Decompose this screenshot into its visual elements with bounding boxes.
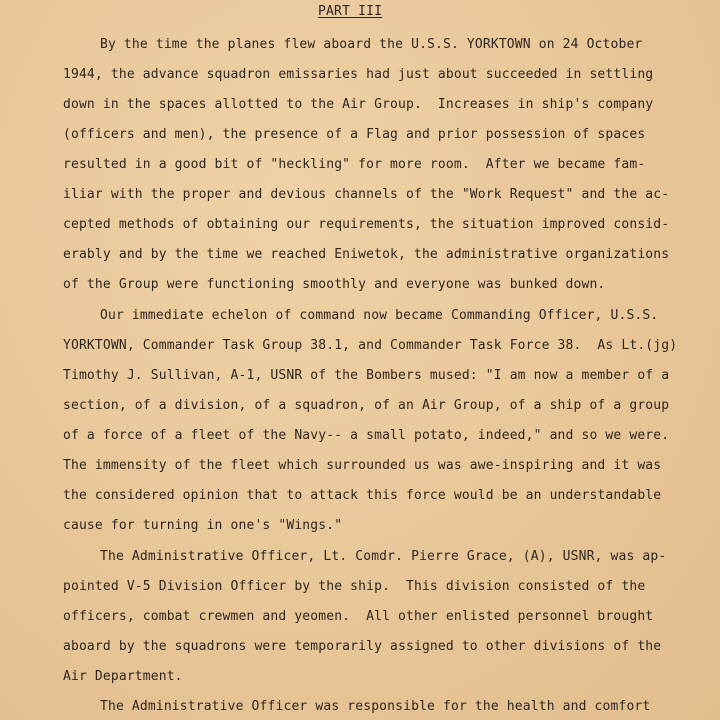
text-line: 1944, the advance squadron emissaries had just about succeeded in settling	[63, 67, 654, 82]
text-line: aboard by the squadrons were temporarily assigned to other divisions of the	[63, 639, 662, 654]
text-line: cause for turning in one's "Wings."	[63, 518, 343, 533]
text-line: the considered opinion that to attack this force would be an understandable	[63, 488, 662, 503]
text-line: (officers and men), the presence of a Flag and prior possession of spaces	[63, 127, 646, 142]
text-line: YORKTOWN, Commander Task Group 38.1, and Commander Task Force 38. As Lt.(jg)	[63, 338, 678, 353]
text-line: of the Group were functioning smoothly and everyone was bunked down.	[63, 277, 606, 292]
text-line: cepted methods of obtaining our requirements, the situation improved consid-	[63, 217, 670, 232]
text-line: erably and by the time we reached Eniwetok, the administrative organizations	[63, 247, 670, 262]
text-line: Timothy J. Sullivan, A-1, USNR of the Bombers mused: "I am now a member of a	[63, 368, 670, 383]
text-line: The Administrative Officer was responsible for the health and comfort	[100, 699, 651, 714]
text-line: down in the spaces allotted to the Air Group. Increases in ship's company	[63, 97, 654, 112]
text-line: section, of a division, of a squadron, of an Air Group, of a ship of a group	[63, 398, 670, 413]
text-line: The immensity of the fleet which surrounded us was awe-inspiring and it was	[63, 458, 662, 473]
text-line: By the time the planes flew aboard the U.S.S. YORKTOWN on 24 October	[100, 37, 643, 52]
text-line: iliar with the proper and devious channels of the "Work Request" and the ac-	[63, 187, 670, 202]
text-line: pointed V-5 Division Officer by the ship. This division consisted of the	[63, 579, 646, 594]
text-line: The Administrative Officer, Lt. Comdr. Pierre Grace, (A), USNR, was ap-	[100, 549, 667, 564]
text-line: Our immediate echelon of command now became Commanding Officer, U.S.S.	[100, 308, 659, 323]
text-line: of a force of a fleet of the Navy-- a small potato, indeed," and so we were.	[63, 428, 670, 443]
text-line: resulted in a good bit of "heckling" for more room. After we became fam-	[63, 157, 646, 172]
text-line: Air Department.	[63, 669, 183, 684]
section-heading: PART III	[318, 4, 383, 19]
text-line: officers, combat crewmen and yeomen. All other enlisted personnel brought	[63, 609, 654, 624]
